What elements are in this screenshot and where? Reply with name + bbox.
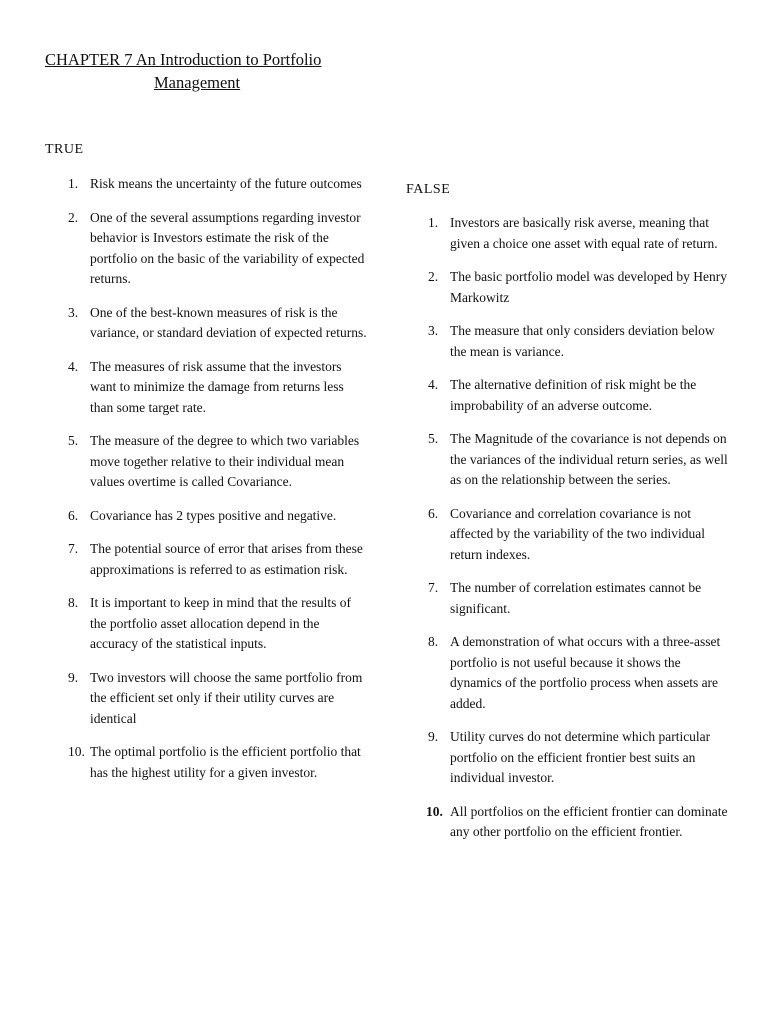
item-text: Covariance and correlation covariance is not affected by the variability of the two individual return indexes.	[450, 505, 706, 562]
list-item	[428, 321, 728, 362]
list-item	[68, 539, 368, 580]
list-item	[68, 668, 368, 730]
item-number: 10.	[68, 744, 85, 759]
false-section-heading: FALSE	[406, 182, 451, 197]
item-number: 9.	[428, 729, 439, 744]
item-number: 2.	[68, 209, 79, 225]
list-item	[68, 742, 368, 783]
item-text: One of the several assumptions regarding investor behavior is Investors estimate the risk of the portfolio on the basic of the variability of expected returns.	[90, 209, 365, 286]
list-item	[68, 431, 368, 493]
title-line-1: CHAPTER 7 An Introduction to Portfolio	[45, 50, 322, 69]
item-text: Utility curves do not determine which particular portfolio on the efficient frontier best suits an individual investor.	[450, 729, 711, 785]
list-item	[68, 506, 368, 527]
item-text: The alternative definition of risk might be the improbability of an adverse outcome.	[450, 377, 697, 413]
item-text: It is important to keep in mind that the results of the portfolio asset allocation depend in the accuracy of the statistical inputs.	[90, 595, 351, 651]
document-title	[45, 48, 385, 94]
item-text: Covariance has 2 types positive and negative.	[90, 507, 337, 523]
item-number: 4.	[428, 377, 439, 392]
item-text: The Magnitude of the covariance is not depends on the variances of the individual return series, as well as on the relationship between the series.	[450, 431, 728, 487]
item-number: 8.	[428, 634, 439, 649]
list-item	[428, 267, 728, 308]
item-number: 9.	[68, 669, 79, 685]
list-item	[68, 208, 368, 290]
item-number: 3.	[428, 323, 439, 338]
item-text: Investors are basically risk averse, meaning that given a choice one asset with equal rate of return.	[450, 215, 718, 251]
item-text: Two investors will choose the same portfolio from the efficient set only if their utility curves are identical	[90, 669, 363, 726]
list-item	[428, 727, 728, 789]
item-text: Risk means the uncertainty of the future outcomes	[90, 176, 362, 191]
list-item	[428, 802, 728, 843]
list-item	[68, 593, 368, 655]
list-item	[68, 303, 368, 344]
item-number: 8.	[68, 595, 79, 610]
list-item	[428, 429, 728, 491]
list-item	[428, 213, 728, 254]
item-number: 7.	[428, 580, 439, 595]
item-text: The number of correlation estimates cannot be significant.	[450, 580, 702, 616]
item-text: The basic portfolio model was developed by Henry Markowitz	[450, 269, 728, 305]
false-statements-list	[428, 213, 728, 856]
title-line-2: Management	[154, 73, 241, 92]
list-item	[428, 578, 728, 619]
list-item	[68, 174, 368, 195]
item-number: 5.	[428, 431, 439, 446]
item-number: 5.	[68, 433, 79, 448]
item-text: The optimal portfolio is the efficient portfolio that has the highest utility for a given investor.	[90, 744, 361, 780]
list-item	[68, 357, 368, 419]
item-text: All portfolios on the efficient frontier can dominate any other portfolio on the efficient frontier.	[450, 803, 728, 839]
list-item	[428, 632, 728, 714]
item-number: 1.	[428, 215, 439, 230]
item-number: 3.	[68, 304, 79, 320]
item-text: The measures of risk assume that the investors want to minimize the damage from returns less than some target rate.	[90, 358, 344, 415]
item-number: 1.	[68, 176, 79, 191]
true-statements-list	[68, 174, 368, 796]
item-text: A demonstration of what occurs with a three-asset portfolio is not useful because it shows the dynamics of the portfolio process when assets are added.	[450, 634, 721, 711]
item-text: The measure of the degree to which two variables move together relative to their individual mean values overtime is called Covariance.	[90, 433, 360, 489]
item-number: 6.	[68, 507, 79, 523]
item-number: 7.	[68, 541, 79, 556]
item-text: One of the best-known measures of risk is the variance, or standard deviation of expected returns.	[90, 304, 367, 340]
item-number: 4.	[68, 358, 79, 374]
item-number: 2.	[428, 269, 439, 284]
item-text: The potential source of error that arises from these approximations is referred to as estimation risk.	[90, 541, 363, 577]
list-item	[428, 375, 728, 416]
true-section-heading: TRUE	[45, 142, 84, 157]
item-number: 10.	[426, 803, 443, 819]
list-item	[428, 504, 728, 566]
item-text: The measure that only considers deviation below the mean is variance.	[450, 323, 715, 359]
item-number: 6.	[428, 505, 439, 521]
